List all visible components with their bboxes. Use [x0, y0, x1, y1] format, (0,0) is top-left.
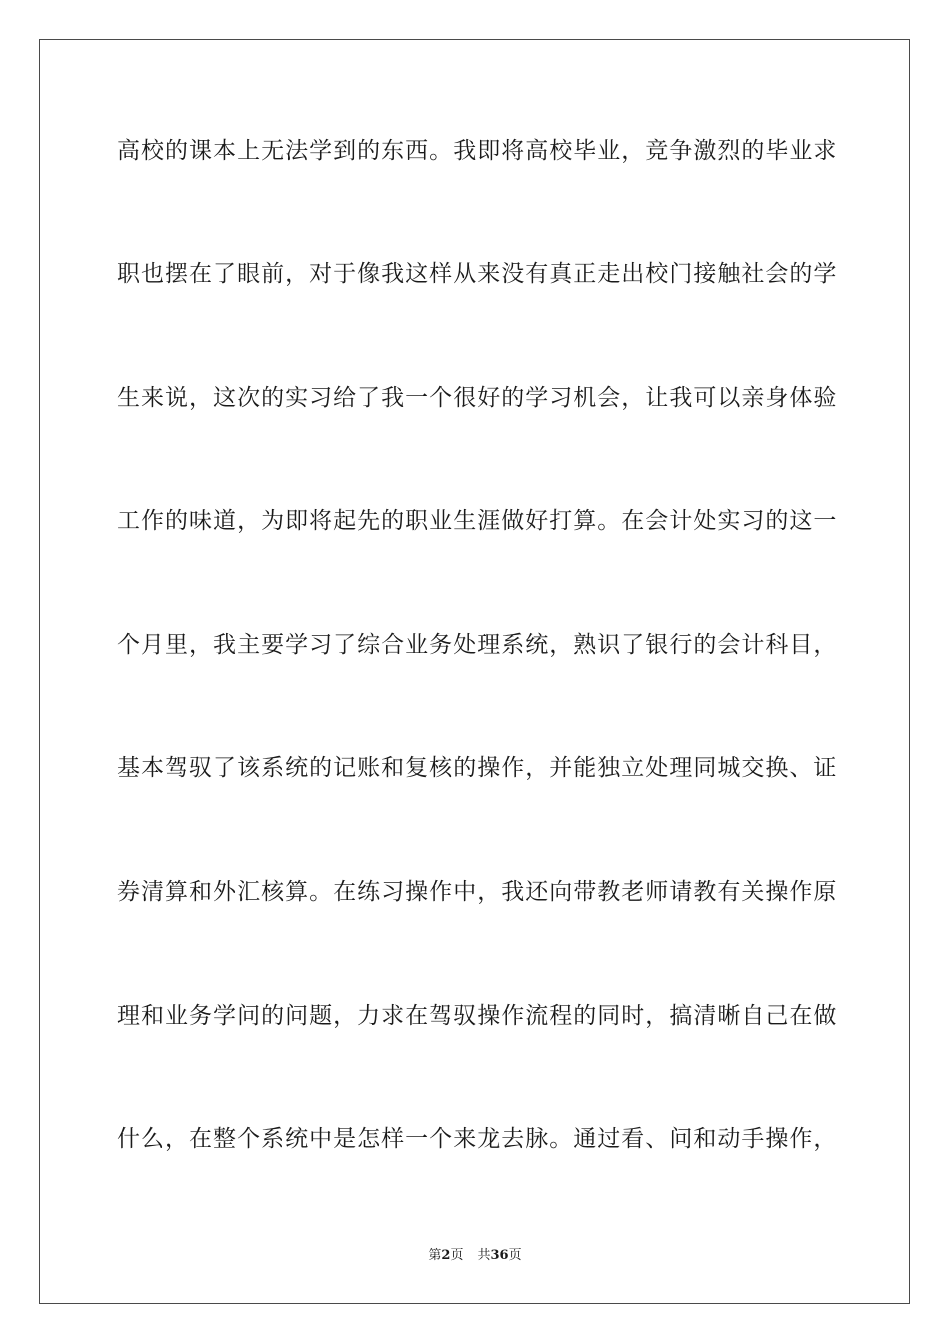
text-line: 高校的课本上无法学到的东西。我即将高校毕业，竞争激烈的毕业求 [117, 138, 837, 164]
total-pages: 36 [490, 1248, 509, 1263]
text-line: 个月里，我主要学习了综合业务处理系统，熟识了银行的会计科目， [117, 632, 837, 658]
page-border [39, 39, 910, 1304]
text-line: 生来说，这次的实习给了我一个很好的学习机会，让我可以亲身体验 [117, 385, 837, 411]
text-line: 理和业务学问的问题，力求在驾驭操作流程的同时，搞清晰自己在做 [117, 1003, 837, 1029]
text-line: 基本驾驭了该系统的记账和复核的操作，并能独立处理同城交换、证 [117, 755, 837, 781]
page-suffix: 页 [450, 1248, 464, 1263]
page-prefix: 第 [428, 1248, 442, 1263]
page-number: 2 [441, 1248, 451, 1263]
total-suffix: 页 [508, 1248, 522, 1263]
text-line: 工作的味道，为即将起先的职业生涯做好打算。在会计处实习的这一 [117, 508, 837, 534]
text-line: 券清算和外汇核算。在练习操作中，我还向带教老师请教有关操作原 [117, 879, 837, 905]
total-prefix: 共 [477, 1248, 491, 1263]
text-line: 职也摆在了眼前，对于像我这样从来没有真正走出校门接触社会的学 [117, 261, 837, 287]
text-line: 什么，在整个系统中是怎样一个来龙去脉。通过看、问和动手操作， [117, 1126, 837, 1152]
page-footer [0, 1248, 950, 1264]
